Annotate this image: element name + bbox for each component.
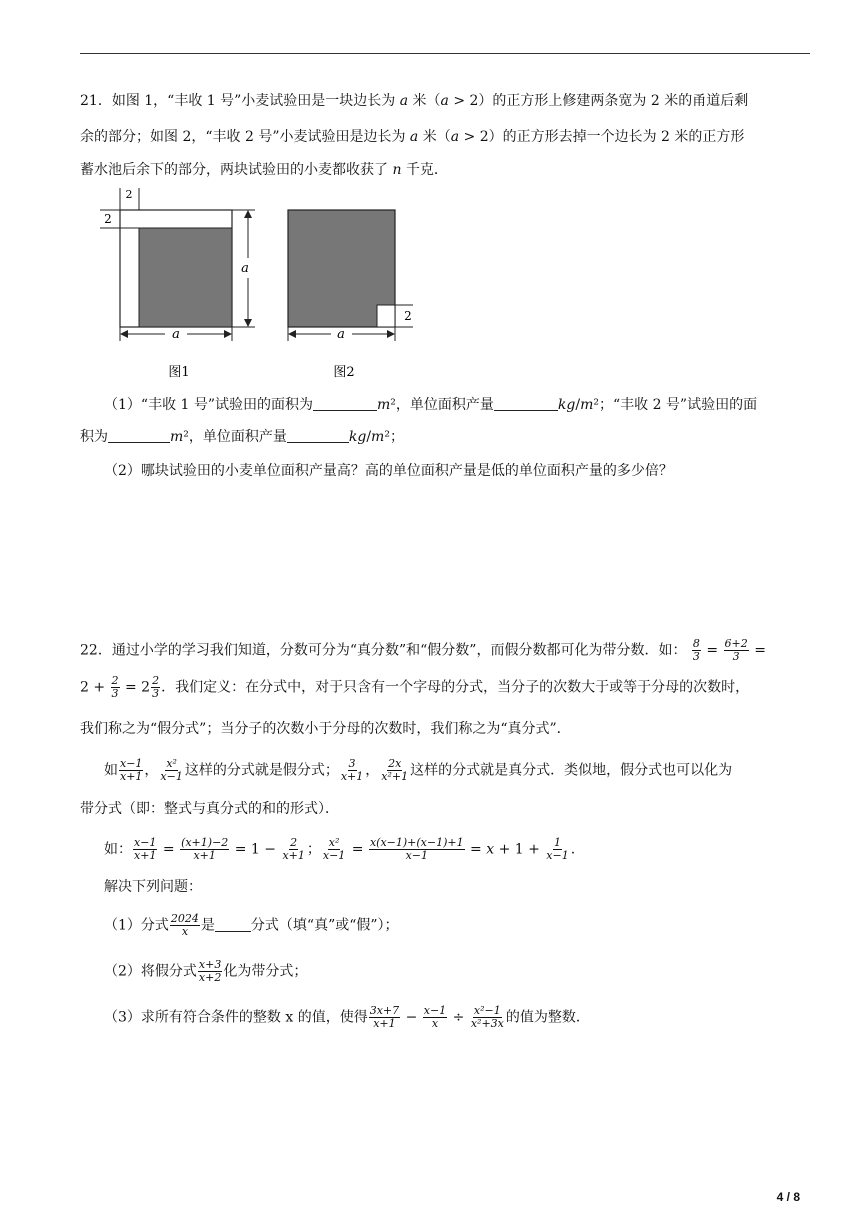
q22-line-2: 2 + $\frac{2}{3}$ = 2 $\frac{2}{3}$ ．我们定义：在分式中，对于只含有一个字母的分式，当分子的次数大于或等于分母的次数时， (80, 674, 750, 700)
svg-text:a: a (241, 261, 249, 276)
q22-line-7: 解决下列问题： (104, 879, 202, 895)
figure-1-caption: 图1 (168, 365, 190, 380)
figure-2 (288, 210, 413, 380)
svg-text:a: a (337, 327, 345, 342)
q21-part-1-line-2: 积为 𝑚²，单位面积产量 𝑘𝑔/𝑚²； (80, 429, 404, 445)
q21-part-2: （2）哪块试验田的小麦单位面积产量高？高的单位面积产量是低的单位面积产量的多少倍？ (104, 463, 673, 479)
q21-part-1-line-1: （1）“丰收 1 号”试验田的面积为 𝑚²，单位面积产量 𝑘𝑔/𝑚²；“丰收 2 号”试验田的面 (104, 397, 758, 413)
q22-line-6: 如： $\frac{x-1}{x+1}$ = $\frac{(x+1)-2}{x+1}$ = 1 − $\frac{2}{x+1}$ ； $\frac{\text{x²}}{x-1}$ = $\frac{x(x-1)+(x-1)+1}{x-1}$ = 𝑥 + 1 + $\frac{1}{x-1}$ . (104, 836, 576, 862)
q22-line-1: 22．通过小学的学习我们知道，分数可分为“真分数”和“假分数”，而假分数都可化为带分数．如： $\frac{8}{3}$ = $\frac{6+2}{3}$ = (80, 637, 766, 663)
svg-text:2: 2 (125, 188, 133, 201)
svg-text:2: 2 (104, 212, 112, 226)
svg-text:a: a (172, 327, 180, 342)
q21-line-1: 21．如图 1，“丰收 1 号”小麦试验田是一块边长为 𝑎 米（𝑎 > 2）的正方形上修建两条宽为 2 米的甬道后剩 (80, 93, 749, 109)
answer-blank[interactable] (287, 428, 349, 443)
figure-1 (100, 188, 255, 380)
answer-blank[interactable] (494, 396, 558, 411)
answer-blank[interactable] (215, 917, 251, 932)
q22-line-4: 如 $\frac{x-1}{x+1}$ ， $\frac{\text{x²}}{x-1}$ 这样的分式就是假分式； $\frac{3}{x+1}$ ， $\frac{2x}{\text{x²+1}}$ 这样的分式就是真分式．类似地，假分式也可以化为 (104, 757, 733, 783)
q22-part-2: （2）将假分式 $\frac{x+3}{x+2}$ 化为带分式； (104, 958, 308, 984)
answer-blank[interactable] (108, 428, 170, 443)
q21-figures (95, 186, 425, 386)
q22-part-1: （1）分式 $\frac{2024}{x}$ 是 分式（填“真”或“假”）； (104, 912, 399, 938)
figure-2-caption: 图2 (333, 365, 355, 380)
q22-line-5: 带分式（即：整式与真分式的和的形式）． (80, 801, 339, 817)
q21-line-2: 余的部分；如图 2，“丰收 2 号”小麦试验田是边长为 𝑎 米（𝑎 > 2）的正方形去掉一个边长为 2 米的正方形 (80, 129, 745, 145)
q21-line-3: 蓄水池后余下的部分，两块试验田的小麦都收获了 𝑛 千克． (80, 162, 448, 178)
header-rule (80, 53, 810, 54)
q22-part-3: （3）求所有符合条件的整数 x 的值，使得 $\frac{3x+7}{x+1}$ − $\frac{x-1}{x}$ ÷ $\frac{\text{x²−1}}{\text{x²+3x}}$ 的值为整数． (104, 1004, 590, 1030)
page-number: 4 / 8 (776, 1190, 800, 1204)
svg-text:2: 2 (404, 309, 412, 323)
q22-line-3: 我们称之为“假分式”；当分子的次数小于分母的次数时，我们称之为“真分式”． (80, 721, 571, 737)
answer-blank[interactable] (313, 396, 377, 411)
